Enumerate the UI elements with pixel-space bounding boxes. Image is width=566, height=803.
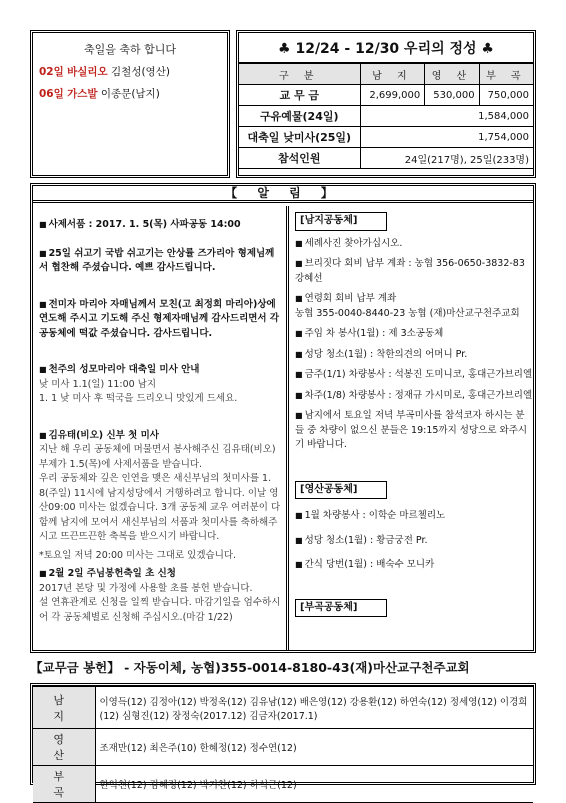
donor-names: 조재만(12) 최은주(10) 한혜정(12) 정수연(12) [95, 729, 533, 766]
notice-heading: 사제서품 : 2017. 1. 5(목) 사파공동 14:00 [48, 219, 241, 230]
header-cell: 영 산 [425, 64, 479, 85]
item-label: 브리짓다 회비 납부 계좌 : [304, 258, 412, 269]
square-bullet-icon: ■ [295, 349, 303, 359]
square-bullet-icon: ■ [295, 294, 303, 303]
item-label: 남지에서 토요일 저녁 부곡미사를 참석코자 하시는 분들 중 차량이 없으신 분들은 19:15까지 성당으로 와주시기 바랍니다. [295, 410, 528, 450]
notice-text: 지난 해 우리 공동체에 머물면서 봉사해주신 김유태(비오)부제가 1.5(목)에 사제서품을 받습니다. [39, 444, 276, 470]
feast-person: 이종문(남지) [100, 88, 160, 100]
notice-text: 1. 1 낮 미사 후 떡국을 드리오니 맛있게 드세요. [39, 393, 238, 404]
notice-item [39, 298, 282, 342]
table-row [33, 687, 533, 729]
notice-item [295, 509, 533, 524]
header-cell: 구 분 [239, 64, 360, 85]
notice-left-column [39, 208, 282, 625]
row-label: 참석인원 [239, 148, 360, 169]
square-bullet-icon: ■ [295, 390, 303, 400]
notice-item [295, 409, 533, 453]
notice-item [295, 389, 533, 404]
table-row [33, 729, 533, 766]
square-bullet-icon: ■ [39, 365, 47, 374]
section-header-yeongsan: [영산공동체] [295, 481, 387, 500]
parish-label: 영 산 [33, 729, 95, 766]
item-text: 이학순 마르첼리노 [368, 510, 446, 521]
offering-box [236, 30, 536, 178]
notice-right-column [295, 208, 533, 617]
square-bullet-icon: ■ [39, 248, 47, 258]
section-header-namji: [남지공동체] [295, 212, 387, 231]
notice-text: *토요일 저녁 20:00 미사는 그대로 있겠습니다. [39, 549, 237, 561]
notice-item [39, 363, 282, 407]
notice-heading: 김유태(비오) 신부 첫 미사 [48, 429, 159, 441]
item-label: 차주(1/8) 차량봉사 : [304, 389, 392, 401]
notice-text: 설 연휴관계로 신청을 일찍 받습니다. 마감기일을 엄수하시어 각 공동체별로 신청해 주십시오.(마감 1/22) [39, 597, 281, 623]
feast-person: 김철성(영산) [111, 66, 170, 78]
item-text: 농협 356-0650-3832-83 강혜선 [295, 258, 525, 284]
square-bullet-icon: ■ [39, 430, 47, 440]
donor-table-box [30, 683, 536, 799]
offering-account-line: 【교무금 봉헌】 - 자동이체, 농협)355-0014-8180-43(재)마산교구천주교회 [30, 660, 470, 675]
notice-title: 【 알 림 】 [33, 186, 533, 203]
offering-row [239, 148, 533, 169]
square-bullet-icon: ■ [295, 370, 303, 379]
notice-item [39, 567, 282, 625]
item-text: 배숙수 모니카 [376, 559, 435, 570]
offering-header-row [239, 64, 533, 85]
item-text: 착한의견의 어머니 Pr. [376, 348, 468, 360]
feast-day-box [30, 30, 230, 178]
value-cell: 530,000 [425, 85, 479, 106]
value-cell: 1,754,000 [360, 127, 533, 148]
row-label: 교 무 금 [239, 85, 360, 106]
item-text: 농협 355-0040-8440-23 농협 (재)마산교구천주교회 [295, 307, 520, 319]
notice-item [39, 218, 282, 233]
item-text: 정재규 가시미로, 홍대근가브리엘 [394, 389, 533, 401]
notice-item [295, 237, 533, 252]
table-row [33, 766, 533, 803]
donor-names: 한억천(12) 김혜정(12) 박기찬(12) 하석근(12) [95, 766, 533, 803]
square-bullet-icon: ■ [295, 535, 303, 545]
item-label: 성당 청소(1월) : [304, 534, 374, 546]
donor-table [33, 686, 533, 803]
square-bullet-icon: ■ [295, 560, 303, 569]
item-label: 성당 청소(1월) : [304, 348, 374, 360]
item-label: 금주(1/1) 차량봉사 : [304, 369, 392, 380]
notice-text: 낮 미사 1.1(일) 11:00 남지 [39, 378, 157, 390]
square-bullet-icon: ■ [295, 411, 303, 420]
square-bullet-icon: ■ [295, 238, 303, 248]
feast-day-title: 축일을 축하 합니다 [83, 43, 176, 56]
value-cell: 750,000 [479, 85, 533, 106]
notice-item [295, 257, 533, 286]
notice-item [39, 429, 282, 564]
offering-row [239, 127, 533, 148]
notice-heading: 25일 쉬고기 국밥 쉬고기는 안상률 즈가리아 형제님께서 협찬해 주셨습니다. 예쁘 감사드립니다. [39, 247, 275, 273]
notice-heading: 전미자 마리아 자매님께서 모친(고 최정희 마리아)상에 연도해 주시고 기도해 주신 형제자매님께 감사드리면서 각 공동체에 떡값 주셨습니다. 감사드립니다. [39, 298, 280, 339]
feast-date: 06일 [39, 88, 64, 100]
item-label: 간식 당번(1월) : [304, 559, 374, 570]
item-text: 제 3소공동체 [388, 328, 444, 339]
square-bullet-icon: ■ [39, 299, 47, 309]
item-label: 1월 차량봉사 : [304, 510, 366, 521]
notice-item [295, 558, 533, 573]
offering-row [239, 85, 533, 106]
feast-day-entry [39, 86, 227, 101]
notice-item [295, 368, 533, 383]
item-label: 주임 차 봉사(1월) : [304, 328, 386, 339]
offering-table [239, 63, 533, 169]
feast-saint: 가스발 [67, 88, 98, 100]
parish-label: 남 지 [33, 687, 95, 729]
header-cell: 남 지 [360, 64, 425, 85]
offering-title: ♣ 12/24 - 12/30 우리의 정성 ♣ [239, 33, 533, 63]
value-cell: 2,699,000 [360, 85, 425, 106]
header-cell: 부 곡 [479, 64, 533, 85]
notice-heading: 천주의 성모마리아 대축일 미사 안내 [48, 364, 200, 375]
notice-item [295, 534, 533, 549]
item-label: 세례사진 찾아가십시오. [304, 237, 403, 249]
square-bullet-icon: ■ [295, 511, 303, 520]
notice-item [295, 292, 533, 321]
offering-row [239, 106, 533, 127]
column-divider [286, 206, 289, 650]
parish-label: 부 곡 [33, 766, 95, 803]
notice-box [30, 183, 536, 653]
row-label: 구유예물(24일) [239, 106, 360, 127]
notice-item [295, 327, 533, 342]
square-bullet-icon: ■ [295, 329, 303, 338]
feast-day-entry [39, 64, 227, 79]
row-label: 대축일 낮미사(25일) [239, 127, 360, 148]
notice-text: 우리 공동체와 깊은 인연을 맺은 새신부님의 첫미사를 1. 8(주일) 11시에 남지성당에서 거행하려고 합니다. 이날 영산09:00 미사는 없겠습니다. 3개 공동체 교우 여러분이 다 함께 남지에 모여서 새신부님의 서품과 첫미사를 축하해주시고 뜨끈뜨끈한 축복을 받으시기 바랍니다. [39, 473, 281, 542]
notice-text: 2017년 본당 및 가정에 사용할 초를 봉헌 받습니다. [39, 582, 253, 594]
square-bullet-icon: ■ [39, 220, 47, 229]
square-bullet-icon: ■ [39, 569, 47, 578]
item-label: 연령회 회비 납부 계좌 [304, 293, 397, 304]
value-cell: 24일(217명), 25일(233명) [360, 148, 533, 169]
item-text: 황금궁전 Pr. [376, 534, 428, 546]
section-header-bugok: [부곡공동체] [295, 599, 387, 618]
notice-heading: 2월 2일 주님봉헌축일 초 신청 [48, 568, 176, 579]
notice-item [39, 247, 282, 276]
notice-item [295, 348, 533, 363]
donor-names: 이영득(12) 김정아(12) 박정옥(12) 김유남(12) 배은영(12) 강용환(12) 하연숙(12) 정세영(12) 이경희(12) 심형진(12) 장정숙(2017.12) 김금자(2017.1) [95, 687, 533, 729]
item-text: 석봉진 도미니코, 홍대근가브리엘 [394, 369, 533, 380]
value-cell: 1,584,000 [360, 106, 533, 127]
feast-saint: 바실리오 [67, 66, 108, 78]
square-bullet-icon: ■ [295, 259, 303, 268]
feast-date: 02일 [39, 66, 64, 78]
